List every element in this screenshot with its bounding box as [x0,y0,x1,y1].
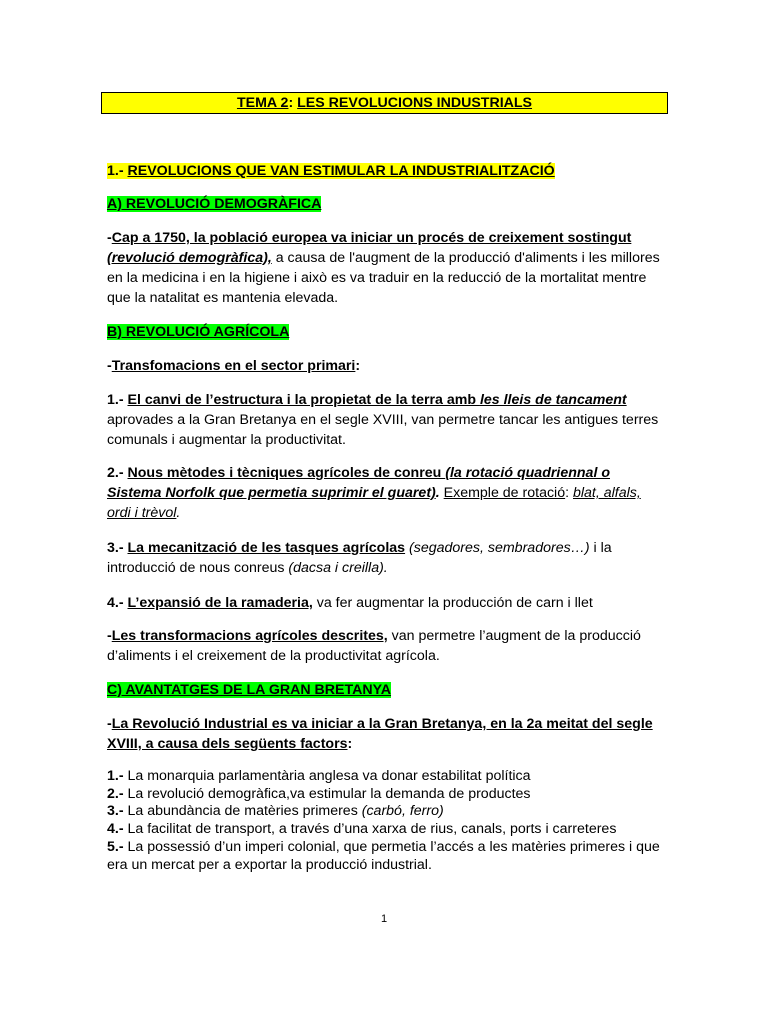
section-1-heading [107,161,667,181]
section-b-intro [107,356,667,376]
item-emphasis: (segadores, sembradores…) [405,540,590,556]
item-emphasis: (la rotació quadriennal o Sistema Norfolk que permetia suprimir el guaret) [107,465,610,501]
item-number: 4.- [107,595,128,611]
a-body-text: a causa de l'augment de la producció d'aliments i les millores en la medicina i en la higiene i això es va traduir en la reducció de la mortalitat mentre que la natalitat es mantenia elevada. [107,250,660,306]
item-text: va fer augmentar la producción de carn i llet [312,595,593,611]
item-bold: La mecanització de les tasques agrícolas [127,540,406,556]
factor-item [107,786,667,804]
factor-text: La abundància de matèries primeres [123,803,362,820]
factor-number: 2.- [107,785,124,802]
item-bold: L’expansió de la ramaderia, [127,595,313,611]
item-bold: El canvi de l’estructura i la propietat de la terra amb [127,392,480,408]
item-text: aprovades a la Gran Bretanya en el segle XVIII, van permetre tancar les antigues terres comunals i augmentar la productivitat. [107,412,659,448]
dash: - [107,628,112,644]
item-text: i la introducció de nous conreus [107,540,612,576]
section-c-heading [107,680,667,700]
item-number: 2.- [107,465,128,481]
dash: - [107,716,112,732]
a-bold-text: Cap a 1750, la població europea va iniciar un procés de creixement sostingut [111,230,632,246]
section-a-paragraph [107,228,667,308]
section-1-number: 1.- [107,163,128,179]
factor-item [107,768,667,786]
factor-number: 3.- [107,803,124,820]
section-c-title: C) AVANTATGES DE LA GRAN BRETANYA [107,682,392,698]
closing-text: van permetre l’augment de la producció d’aliments i el creixement de la productivitat agrícola. [107,628,641,664]
b-item-3 [107,538,667,578]
factor-emphasis: (carbó, ferro) [361,803,444,820]
factor-item [107,821,667,839]
item-emphasis: les lleis de tancament [479,392,627,408]
document-title [101,92,668,114]
example-label: Exemple de rotació [443,485,566,501]
example-text: blat, alfals, ordi i trèvol [107,485,641,521]
dash: - [107,358,112,374]
item-emphasis-2: (dacsa i creilla). [288,560,388,576]
factor-text: La possessió d’un imperi colonial, que permetia l’accés a les matèries primeres i que era un mercat per a exportar la producció industrial. [107,838,660,873]
factor-number: 4.- [107,821,124,838]
colon: : [347,736,353,752]
factor-number: 1.- [107,768,124,784]
factor-text: La facilitat de transport, a través d’una xarxa de rius, canals, ports i carreteres [123,821,617,838]
factor-text: La revolució demogràfica,va estimular la demanda de productes [123,785,531,802]
section-a-title: A) REVOLUCIÓ DEMOGRÀFICA [107,196,322,212]
factor-item [107,839,667,874]
a-emphasis-text: (revolució demogràfica), [107,250,272,266]
closing-bold: Les transformacions agrícoles descrites, [111,628,388,644]
item-end: . [176,505,181,521]
b-intro-text: Transfomacions en el sector primari [111,358,356,374]
section-1-title: REVOLUCIONS QUE VAN ESTIMULAR LA INDUSTRIALITZACIÓ [127,163,555,179]
page-number: 1 [380,913,388,925]
section-c-intro [107,714,667,754]
section-a-heading [107,194,667,214]
item-bold: Nous mètodes i tècniques agrícoles de conreu [127,465,446,481]
section-b-heading [107,322,667,342]
b-closing [107,626,667,666]
factor-number: 5.- [107,838,124,855]
factors-list [107,768,667,874]
dash: - [107,230,112,246]
b-item-2 [107,463,667,523]
b-item-1 [107,390,667,450]
c-intro-text: La Revolució Industrial es va iniciar a la Gran Bretanya, en la 2a meitat del segle XVIII, a causa dels següents factors [107,716,653,752]
title-prefix: TEMA 2 [236,95,289,111]
factor-item [107,803,667,821]
factor-text: La monarquia parlamentària anglesa va donar estabilitat política [123,768,531,784]
section-b-title: B) REVOLUCIÓ AGRÍCOLA [107,324,290,340]
colon: : [565,485,573,501]
title-separator: : [288,95,298,111]
item-dot: . [435,485,444,501]
item-number: 1.- [107,392,128,408]
item-number: 3.- [107,540,128,556]
title-main: LES REVOLUCIONS INDUSTRIALS [297,95,533,111]
colon: : [355,358,361,374]
b-item-4 [107,593,667,613]
